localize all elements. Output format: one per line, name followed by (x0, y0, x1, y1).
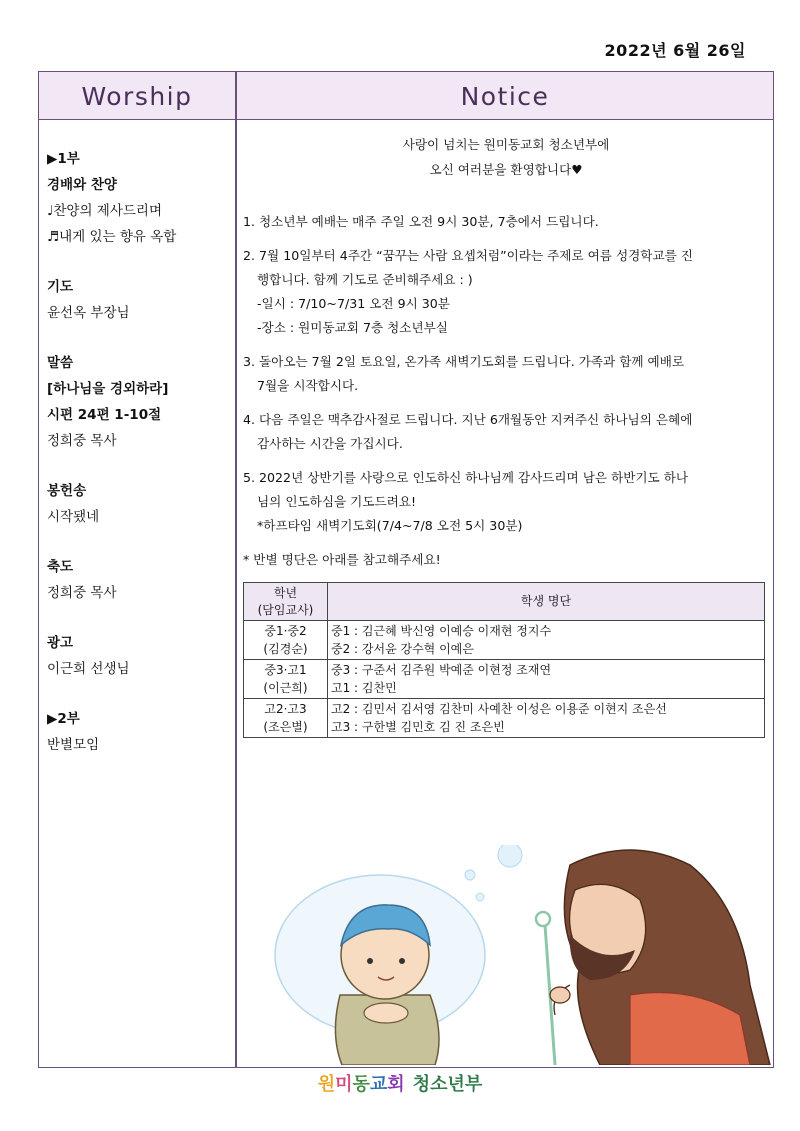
part2-label: ▶2부 (47, 711, 80, 727)
notice-item-3 (243, 350, 769, 398)
ad-section (47, 630, 231, 682)
item3-line-2: 7월을 시작합시다. (257, 378, 359, 393)
blessing-leader: 정희중 목사 (47, 585, 117, 601)
praise-title: 경배와 찬양 (47, 177, 117, 193)
offering-title: 봉헌송 (47, 483, 87, 499)
grade-column-header: 학년 (담임교사) (244, 583, 328, 621)
preacher: 정희중 목사 (47, 433, 117, 449)
song-2: ♬내게 있는 향유 옥합 (47, 229, 177, 245)
item5-sub: *하프타임 새벽기도회(7/4~7/8 오전 5시 30분) (257, 518, 523, 533)
ad-leader: 이근희 선생님 (47, 661, 130, 677)
worship-order (47, 146, 231, 782)
prayer-title: 기도 (47, 279, 74, 295)
notice-item-4 (243, 408, 769, 456)
item4-line-1: 4. 다음 주일은 맥추감사절로 드립니다. 지난 6개월동안 지켜주신 하나님의 은혜에 (243, 412, 693, 427)
word-section (47, 350, 231, 454)
table-header-row (244, 583, 765, 621)
offering-song: 시작됐네 (47, 509, 100, 525)
song-1: ♩찬양의 제사드리며 (47, 203, 162, 219)
worship-heading: Worship (81, 82, 193, 111)
small-bubble (465, 870, 475, 880)
small-bubble (498, 845, 522, 867)
item2-date: -일시 : 7/10~7/31 오전 9시 30분 (257, 296, 450, 311)
class-roster-table (243, 582, 765, 738)
item2-line-1: 2. 7월 10일부터 4주간 “꿈꾸는 사람 요셉처럼”이라는 주제로 여름 성경학교를 진 (243, 248, 693, 263)
child-eye (399, 958, 405, 964)
blessing-section (47, 554, 231, 606)
item5-line-1: 5. 2022년 상반기를 사랑으로 인도하신 하나님께 감사드리며 남은 하반기도 하나 (243, 470, 689, 485)
small-bubble (476, 893, 484, 901)
students-column-header: 학생 명단 (328, 583, 765, 621)
table-row (244, 621, 765, 660)
notice-item-1 (243, 210, 769, 234)
item5-line-2: 님의 인도하심을 기도드려요! (257, 494, 417, 509)
class-note: * 반별 명단은 아래를 참고해주세요! (243, 552, 441, 567)
notice-content (243, 132, 769, 738)
offering-section (47, 478, 231, 530)
grade-cell: 중3·고1 (이근희) (244, 660, 328, 699)
part1-section (47, 146, 231, 250)
sermon-title: [하나님을 경외하라] (47, 381, 169, 397)
students-cell: 중1 : 김근혜 박신영 이예승 이재현 정지수 중2 : 강서윤 강수혁 이예은 (328, 621, 765, 660)
welcome-message (243, 132, 769, 182)
bulletin-date: 2022년 6월 26일 (604, 41, 746, 60)
item1-text: 1. 청소년부 예배는 매주 주일 오전 9시 30분, 7층에서 드립니다. (243, 214, 599, 229)
part1-label: ▶1부 (47, 151, 80, 167)
students-cell: 중3 : 구준서 김주원 박예준 이현정 조재연 고1 : 김찬민 (328, 660, 765, 699)
ad-title: 광고 (47, 635, 74, 651)
welcome-line-1: 사랑이 넘치는 원미동교회 청소년부에 (402, 137, 610, 152)
notice-item-2 (243, 244, 769, 340)
grade-cell: 고2·고3 (조은별) (244, 699, 328, 738)
wand-ring (536, 912, 550, 926)
adult-hand (550, 987, 570, 1003)
bubble-illustration (270, 845, 790, 1065)
item4-line-2: 감사하는 시간을 가집시다. (257, 436, 403, 451)
part2-section (47, 706, 231, 758)
item2-line-2: 행합니다. 함께 기도로 준비해주세요 : ) (257, 272, 473, 287)
footer-logo: 원미동교회 청소년부 (317, 1074, 483, 1095)
table-row (244, 660, 765, 699)
grade-cell: 중1·중2 (김경순) (244, 621, 328, 660)
prayer-leader: 윤선옥 부장님 (47, 305, 130, 321)
table-row (244, 699, 765, 738)
notice-heading: Notice (460, 82, 550, 111)
column-divider (235, 72, 237, 1067)
child-eye (367, 958, 373, 964)
notice-item-5 (243, 466, 769, 538)
blessing-title: 축도 (47, 559, 74, 575)
prayer-section (47, 274, 231, 326)
child-hands (364, 1003, 408, 1023)
item2-place: -장소 : 원미동교회 7층 청소년부실 (257, 320, 448, 335)
part2-desc: 반별모임 (47, 737, 100, 753)
word-title: 말씀 (47, 355, 74, 371)
scripture: 시편 24편 1-10절 (47, 407, 162, 423)
students-cell: 고2 : 김민서 김서영 김찬미 사예찬 이성은 이용준 이현지 조은선 고3 : 구한별 김민호 김 진 조은빈 (328, 699, 765, 738)
welcome-line-2: 오신 여러분을 환영합니다♥ (429, 162, 583, 177)
item3-line-1: 3. 돌아오는 7월 2일 토요일, 온가족 새벽기도회를 드립니다. 가족과 함께 예배로 (243, 354, 685, 369)
